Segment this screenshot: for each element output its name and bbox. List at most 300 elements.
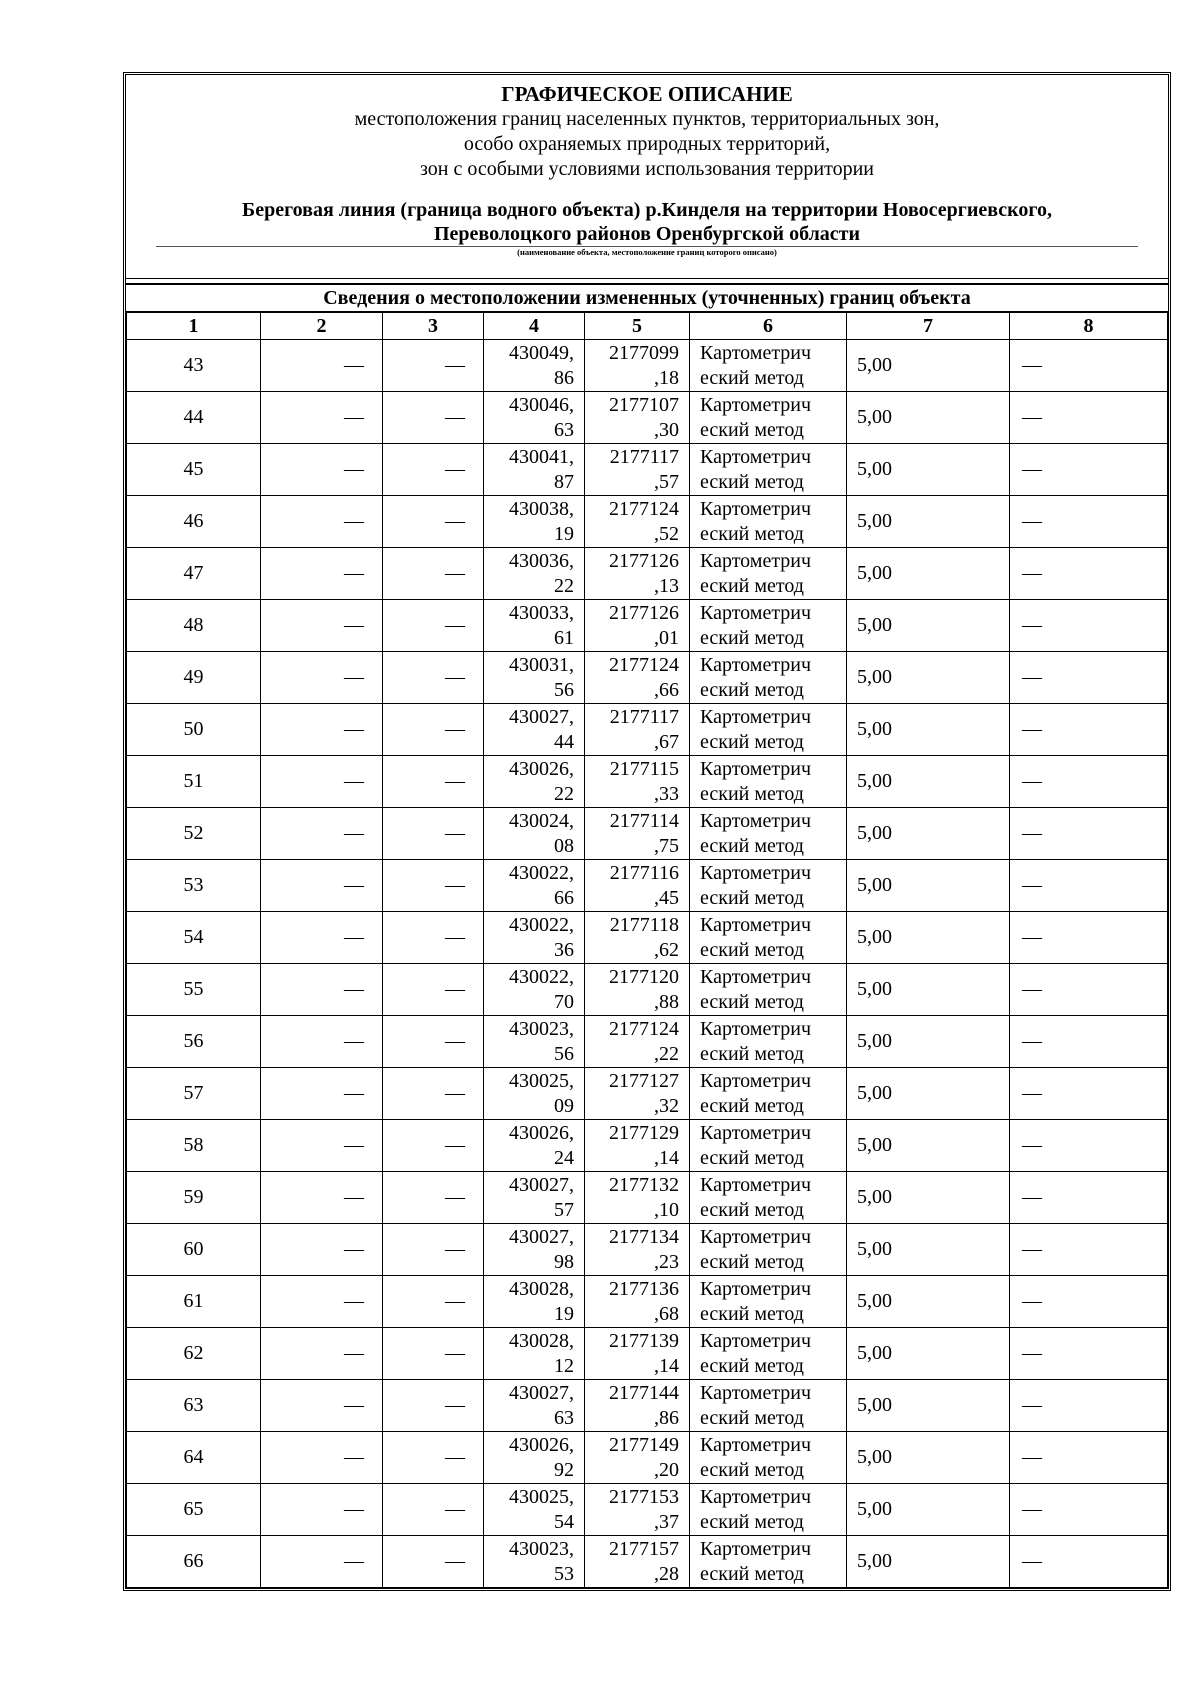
header-line-2: особо охраняемых природных территорий, [463, 133, 831, 155]
x-coordinate-cell [484, 1484, 585, 1536]
x-coordinate-cell [484, 704, 585, 756]
x-coordinate-cell [484, 1120, 585, 1172]
x-coordinate-part: 430028, [509, 1277, 574, 1300]
method-cell [690, 1224, 847, 1276]
x-coordinate-part: 430038, [509, 497, 574, 520]
empty-dash-cell: — [383, 548, 484, 600]
accuracy-cell: 5,00 [847, 1328, 1010, 1380]
empty-dash-cell: — [1010, 808, 1168, 860]
accuracy-cell: 5,00 [847, 496, 1010, 548]
method-part: Картометрич [700, 965, 812, 988]
y-coordinate-part: 2177117 [609, 445, 679, 468]
empty-dash-cell: — [383, 1328, 484, 1380]
method-part: Картометрич [700, 601, 812, 624]
accuracy-cell: 5,00 [847, 1016, 1010, 1068]
method-part: Картометрич [700, 1433, 812, 1456]
object-name-line-2: Переволоцкого районов Оренбургской области [433, 223, 861, 245]
x-coordinate-cell [484, 1276, 585, 1328]
coordinates-table [126, 311, 1168, 1588]
method-cell [690, 1432, 847, 1484]
empty-dash-cell: — [261, 1536, 383, 1588]
y-coordinate-part: 2177149 [609, 1433, 679, 1456]
x-coordinate-part: 430049, [509, 341, 574, 364]
x-coordinate-part: 09 [554, 1094, 574, 1117]
y-coordinate-cell [585, 1172, 690, 1224]
x-coordinate-part: 430025, [509, 1069, 574, 1092]
accuracy-cell: 5,00 [847, 1380, 1010, 1432]
method-part: еский метод [700, 1042, 804, 1065]
method-part: Картометрич [700, 653, 812, 676]
point-number-cell: 64 [127, 1432, 261, 1484]
header-line-3: зон с особыми условиями использования территории [419, 158, 875, 180]
y-coordinate-part: ,86 [654, 1406, 679, 1429]
document-header [126, 75, 1168, 279]
column-header: 7 [847, 312, 1010, 340]
accuracy-cell: 5,00 [847, 1432, 1010, 1484]
method-cell [690, 444, 847, 496]
x-coordinate-cell [484, 652, 585, 704]
empty-dash-cell: — [261, 1328, 383, 1380]
y-coordinate-cell [585, 496, 690, 548]
empty-dash-cell: — [1010, 392, 1168, 444]
x-coordinate-part: 430041, [509, 445, 574, 468]
table-row [127, 1172, 1168, 1224]
y-coordinate-cell [585, 340, 690, 392]
empty-dash-cell: — [261, 756, 383, 808]
point-number-cell: 54 [127, 912, 261, 964]
x-coordinate-part: 92 [554, 1458, 574, 1481]
y-coordinate-cell [585, 652, 690, 704]
y-coordinate-cell [585, 1328, 690, 1380]
method-part: еский метод [700, 886, 804, 909]
accuracy-cell: 5,00 [847, 964, 1010, 1016]
point-number-cell: 49 [127, 652, 261, 704]
method-part: Картометрич [700, 1173, 812, 1196]
document-frame [123, 72, 1171, 1591]
y-coordinate-part: ,01 [654, 626, 679, 649]
y-coordinate-part: ,37 [654, 1510, 679, 1533]
empty-dash-cell: — [1010, 444, 1168, 496]
y-coordinate-part: ,52 [654, 522, 679, 545]
empty-dash-cell: — [383, 444, 484, 496]
table-row [127, 1224, 1168, 1276]
point-number-cell: 60 [127, 1224, 261, 1276]
accuracy-cell: 5,00 [847, 600, 1010, 652]
empty-dash-cell: — [383, 860, 484, 912]
y-coordinate-cell [585, 1432, 690, 1484]
x-coordinate-part: 56 [554, 678, 574, 701]
method-part: еский метод [700, 1250, 804, 1273]
empty-dash-cell: — [1010, 1224, 1168, 1276]
table-row [127, 912, 1168, 964]
document-title: ГРАФИЧЕСКОЕ ОПИСАНИЕ [501, 82, 793, 106]
y-coordinate-part: 2177120 [609, 965, 679, 988]
table-row [127, 1380, 1168, 1432]
x-coordinate-part: 19 [554, 1302, 574, 1325]
accuracy-cell: 5,00 [847, 340, 1010, 392]
method-part: Картометрич [700, 549, 812, 572]
table-body [127, 340, 1168, 1588]
method-part: Картометрич [700, 913, 812, 936]
x-coordinate-part: 63 [554, 418, 574, 441]
empty-dash-cell: — [261, 964, 383, 1016]
x-coordinate-part: 44 [554, 730, 574, 753]
empty-dash-cell: — [1010, 1120, 1168, 1172]
y-coordinate-part: ,18 [654, 366, 679, 389]
point-number-cell: 44 [127, 392, 261, 444]
x-coordinate-part: 430023, [509, 1537, 574, 1560]
x-coordinate-cell [484, 496, 585, 548]
point-number-cell: 50 [127, 704, 261, 756]
x-coordinate-part: 430025, [509, 1485, 574, 1508]
empty-dash-cell: — [383, 392, 484, 444]
y-coordinate-part: 2177126 [609, 601, 679, 624]
method-part: еский метод [700, 1458, 804, 1481]
empty-dash-cell: — [261, 1432, 383, 1484]
column-header: 5 [585, 312, 690, 340]
empty-dash-cell: — [1010, 600, 1168, 652]
empty-dash-cell: — [261, 496, 383, 548]
empty-dash-cell: — [383, 1172, 484, 1224]
table-row [127, 392, 1168, 444]
y-coordinate-part: 2177153 [609, 1485, 679, 1508]
y-coordinate-part: 2177157 [609, 1537, 679, 1560]
table-row [127, 1536, 1168, 1588]
point-number-cell: 62 [127, 1328, 261, 1380]
x-coordinate-part: 56 [554, 1042, 574, 1065]
y-coordinate-part: ,10 [654, 1198, 679, 1221]
y-coordinate-part: 2177136 [609, 1277, 679, 1300]
accuracy-cell: 5,00 [847, 912, 1010, 964]
method-part: еский метод [700, 1198, 804, 1221]
y-coordinate-part: ,57 [654, 470, 679, 493]
y-coordinate-cell [585, 964, 690, 1016]
y-coordinate-cell [585, 392, 690, 444]
empty-dash-cell: — [261, 1484, 383, 1536]
accuracy-cell: 5,00 [847, 548, 1010, 600]
empty-dash-cell: — [383, 1276, 484, 1328]
method-cell [690, 860, 847, 912]
accuracy-cell: 5,00 [847, 1068, 1010, 1120]
empty-dash-cell: — [1010, 1536, 1168, 1588]
x-coordinate-part: 430031, [509, 653, 574, 676]
accuracy-cell: 5,00 [847, 756, 1010, 808]
y-coordinate-cell [585, 912, 690, 964]
empty-dash-cell: — [383, 496, 484, 548]
empty-dash-cell: — [383, 1120, 484, 1172]
y-coordinate-part: ,23 [654, 1250, 679, 1273]
x-coordinate-part: 86 [554, 366, 574, 389]
x-coordinate-cell [484, 1380, 585, 1432]
method-cell [690, 1484, 847, 1536]
y-coordinate-part: 2177115 [609, 757, 679, 780]
point-number-cell: 43 [127, 340, 261, 392]
table-row [127, 652, 1168, 704]
point-number-cell: 61 [127, 1276, 261, 1328]
x-coordinate-part: 08 [554, 834, 574, 857]
x-coordinate-part: 54 [554, 1510, 574, 1533]
method-cell [690, 1120, 847, 1172]
method-cell [690, 912, 847, 964]
point-number-cell: 66 [127, 1536, 261, 1588]
point-number-cell: 52 [127, 808, 261, 860]
empty-dash-cell: — [1010, 1432, 1168, 1484]
section-title: Сведения о местоположении измененных (уточненных) границ объекта [126, 283, 1168, 311]
x-coordinate-part: 24 [554, 1146, 574, 1169]
y-coordinate-part: 2177116 [609, 861, 679, 884]
method-part: Картометрич [700, 1121, 812, 1144]
x-coordinate-part: 430027, [509, 1225, 574, 1248]
point-number-cell: 55 [127, 964, 261, 1016]
empty-dash-cell: — [1010, 340, 1168, 392]
x-coordinate-part: 430026, [509, 757, 574, 780]
method-cell [690, 1172, 847, 1224]
x-coordinate-cell [484, 548, 585, 600]
method-part: Картометрич [700, 1017, 812, 1040]
method-part: Картометрич [700, 1225, 812, 1248]
table-row [127, 496, 1168, 548]
empty-dash-cell: — [383, 964, 484, 1016]
empty-dash-cell: — [1010, 756, 1168, 808]
method-cell [690, 756, 847, 808]
y-coordinate-cell [585, 808, 690, 860]
x-coordinate-part: 63 [554, 1406, 574, 1429]
method-cell [690, 600, 847, 652]
y-coordinate-part: 2177107 [609, 393, 679, 416]
y-coordinate-part: 2177118 [609, 913, 679, 936]
method-part: еский метод [700, 1510, 804, 1533]
y-coordinate-part: 2177117 [609, 705, 679, 728]
y-coordinate-part: ,88 [654, 990, 679, 1013]
x-coordinate-cell [484, 600, 585, 652]
x-coordinate-part: 430036, [509, 549, 574, 572]
y-coordinate-part: 2177124 [609, 653, 679, 676]
point-number-cell: 47 [127, 548, 261, 600]
x-coordinate-part: 61 [554, 626, 574, 649]
x-coordinate-part: 430033, [509, 601, 574, 624]
table-row [127, 444, 1168, 496]
y-coordinate-part: 2177132 [609, 1173, 679, 1196]
point-number-cell: 65 [127, 1484, 261, 1536]
empty-dash-cell: — [383, 756, 484, 808]
accuracy-cell: 5,00 [847, 392, 1010, 444]
method-cell [690, 1328, 847, 1380]
x-coordinate-part: 57 [554, 1198, 574, 1221]
x-coordinate-cell [484, 1432, 585, 1484]
point-number-cell: 56 [127, 1016, 261, 1068]
method-part: Картометрич [700, 861, 812, 884]
x-coordinate-part: 12 [554, 1354, 574, 1377]
method-part: Картометрич [700, 341, 812, 364]
x-coordinate-cell [484, 1016, 585, 1068]
empty-dash-cell: — [1010, 860, 1168, 912]
empty-dash-cell: — [383, 912, 484, 964]
object-note: (наименование объекта, местоположение границ которого описано) [517, 247, 777, 257]
x-coordinate-cell [484, 340, 585, 392]
table-row [127, 1328, 1168, 1380]
y-coordinate-part: 2177139 [609, 1329, 679, 1352]
table-row [127, 1432, 1168, 1484]
method-part: Картометрич [700, 809, 812, 832]
x-coordinate-cell [484, 912, 585, 964]
column-header: 2 [261, 312, 383, 340]
method-part: еский метод [700, 1302, 804, 1325]
x-coordinate-cell [484, 964, 585, 1016]
empty-dash-cell: — [261, 548, 383, 600]
method-part: Картометрич [700, 393, 812, 416]
empty-dash-cell: — [1010, 652, 1168, 704]
method-cell [690, 1536, 847, 1588]
point-number-cell: 59 [127, 1172, 261, 1224]
empty-dash-cell: — [1010, 1276, 1168, 1328]
table-row [127, 964, 1168, 1016]
x-coordinate-part: 430022, [509, 965, 574, 988]
empty-dash-cell: — [261, 1380, 383, 1432]
y-coordinate-part: 2177124 [609, 497, 679, 520]
header-line-1: местоположения границ населенных пунктов, территориальных зон, [354, 108, 940, 130]
accuracy-cell: 5,00 [847, 444, 1010, 496]
y-coordinate-part: 2177126 [609, 549, 679, 572]
x-coordinate-cell [484, 1068, 585, 1120]
x-coordinate-part: 430026, [509, 1121, 574, 1144]
empty-dash-cell: — [261, 1016, 383, 1068]
x-coordinate-part: 430024, [509, 809, 574, 832]
y-coordinate-part: 2177129 [609, 1121, 679, 1144]
y-coordinate-cell [585, 444, 690, 496]
column-header: 1 [127, 312, 261, 340]
x-coordinate-part: 87 [554, 470, 574, 493]
point-number-cell: 45 [127, 444, 261, 496]
point-number-cell: 57 [127, 1068, 261, 1120]
method-part: Картометрич [700, 497, 812, 520]
method-cell [690, 704, 847, 756]
point-number-cell: 46 [127, 496, 261, 548]
x-coordinate-cell [484, 1224, 585, 1276]
empty-dash-cell: — [261, 444, 383, 496]
table-row [127, 1484, 1168, 1536]
empty-dash-cell: — [261, 704, 383, 756]
empty-dash-cell: — [261, 1172, 383, 1224]
point-number-cell: 53 [127, 860, 261, 912]
y-coordinate-part: 2177144 [609, 1381, 679, 1404]
y-coordinate-part: 2177099 [609, 341, 679, 364]
y-coordinate-part: ,67 [654, 730, 679, 753]
method-part: Картометрич [700, 1277, 812, 1300]
accuracy-cell: 5,00 [847, 1224, 1010, 1276]
method-part: Картометрич [700, 757, 812, 780]
method-part: еский метод [700, 574, 804, 597]
accuracy-cell: 5,00 [847, 1172, 1010, 1224]
y-coordinate-part: 2177124 [609, 1017, 679, 1040]
accuracy-cell: 5,00 [847, 1120, 1010, 1172]
method-cell [690, 496, 847, 548]
x-coordinate-part: 36 [554, 938, 574, 961]
x-coordinate-cell [484, 1536, 585, 1588]
empty-dash-cell: — [383, 1536, 484, 1588]
y-coordinate-cell [585, 704, 690, 756]
column-header: 3 [383, 312, 484, 340]
y-coordinate-part: ,14 [654, 1354, 679, 1377]
x-coordinate-part: 53 [554, 1562, 574, 1585]
table-header-row [127, 312, 1168, 340]
method-part: еский метод [700, 938, 804, 961]
method-cell [690, 548, 847, 600]
empty-dash-cell: — [383, 1016, 484, 1068]
empty-dash-cell: — [261, 1276, 383, 1328]
y-coordinate-part: ,20 [654, 1458, 679, 1481]
empty-dash-cell: — [383, 808, 484, 860]
empty-dash-cell: — [383, 600, 484, 652]
x-coordinate-part: 98 [554, 1250, 574, 1273]
y-coordinate-part: ,45 [654, 886, 679, 909]
method-part: еский метод [700, 990, 804, 1013]
x-coordinate-part: 430028, [509, 1329, 574, 1352]
accuracy-cell: 5,00 [847, 808, 1010, 860]
x-coordinate-part: 22 [554, 574, 574, 597]
empty-dash-cell: — [383, 1068, 484, 1120]
x-coordinate-part: 430026, [509, 1433, 574, 1456]
empty-dash-cell: — [383, 1432, 484, 1484]
y-coordinate-part: ,22 [654, 1042, 679, 1065]
method-cell [690, 1380, 847, 1432]
x-coordinate-part: 430027, [509, 705, 574, 728]
x-coordinate-cell [484, 756, 585, 808]
y-coordinate-part: ,28 [654, 1562, 679, 1585]
x-coordinate-cell [484, 392, 585, 444]
method-cell [690, 1016, 847, 1068]
accuracy-cell: 5,00 [847, 1484, 1010, 1536]
x-coordinate-cell [484, 1172, 585, 1224]
empty-dash-cell: — [261, 860, 383, 912]
column-header: 4 [484, 312, 585, 340]
y-coordinate-cell [585, 600, 690, 652]
method-cell [690, 964, 847, 1016]
y-coordinate-cell [585, 548, 690, 600]
accuracy-cell: 5,00 [847, 1536, 1010, 1588]
empty-dash-cell: — [261, 1120, 383, 1172]
empty-dash-cell: — [261, 652, 383, 704]
y-coordinate-cell [585, 1536, 690, 1588]
y-coordinate-cell [585, 1276, 690, 1328]
empty-dash-cell: — [383, 1380, 484, 1432]
method-part: Картометрич [700, 1069, 812, 1092]
method-part: еский метод [700, 1094, 804, 1117]
method-part: еский метод [700, 626, 804, 649]
point-number-cell: 51 [127, 756, 261, 808]
y-coordinate-part: ,30 [654, 418, 679, 441]
x-coordinate-part: 22 [554, 782, 574, 805]
y-coordinate-cell [585, 1380, 690, 1432]
point-number-cell: 58 [127, 1120, 261, 1172]
y-coordinate-cell [585, 1484, 690, 1536]
method-part: еский метод [700, 1406, 804, 1429]
x-coordinate-part: 430027, [509, 1173, 574, 1196]
table-row [127, 1120, 1168, 1172]
table-row [127, 1068, 1168, 1120]
accuracy-cell: 5,00 [847, 1276, 1010, 1328]
y-coordinate-part: 2177127 [609, 1069, 679, 1092]
method-part: еский метод [700, 522, 804, 545]
empty-dash-cell: — [261, 1068, 383, 1120]
empty-dash-cell: — [1010, 1380, 1168, 1432]
y-coordinate-part: ,62 [654, 938, 679, 961]
x-coordinate-part: 430022, [509, 913, 574, 936]
empty-dash-cell: — [261, 600, 383, 652]
method-cell [690, 340, 847, 392]
x-coordinate-cell [484, 808, 585, 860]
method-part: еский метод [700, 678, 804, 701]
empty-dash-cell: — [1010, 704, 1168, 756]
